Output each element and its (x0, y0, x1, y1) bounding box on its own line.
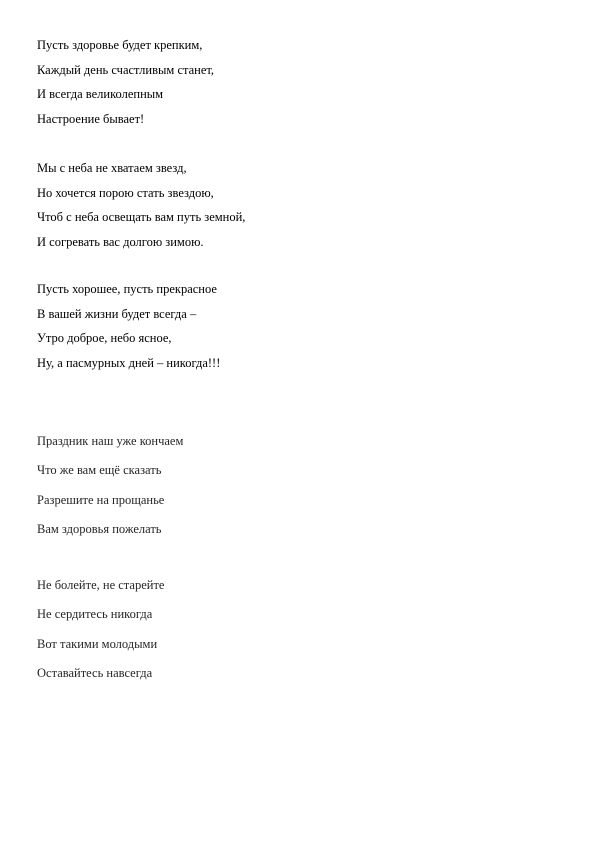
poem-line: Вам здоровья пожелать (37, 521, 162, 536)
poem-line: И согревать вас долгою зимою. (37, 234, 204, 249)
poem-line: Настроение бывает! (37, 111, 145, 126)
poem-line: Праздник наш уже кончаем (37, 434, 184, 448)
poem-line: Разрешите на прощанье (37, 492, 165, 507)
poem-line: Не сердитесь никогда (37, 607, 153, 622)
poem-1-stanza-1 (37, 38, 214, 136)
poem-1-stanza-2 (37, 161, 245, 259)
poem-line: Каждый день счастливым станет, (37, 62, 215, 77)
poem-line: Ну, а пасмурных дней – никогда!!! (37, 355, 221, 370)
poem-line: Не болейте, не старейте (37, 578, 165, 592)
poem-line: Пусть хорошее, пусть прекрасное (37, 282, 217, 296)
poem-2-stanza-2 (37, 578, 164, 695)
poem-line: В вашей жизни будет всегда – (37, 306, 197, 321)
poem-2-stanza-1 (37, 434, 183, 551)
poem-line: Оставайтесь навсегда (37, 665, 153, 680)
poem-line: Утро доброе, небо ясное, (37, 331, 172, 345)
poem-line: Вот такими молодыми (37, 636, 158, 651)
poem-line: Мы с неба не хватаем звезд, (37, 161, 187, 175)
poem-line: И всегда великолепным (37, 87, 164, 101)
poem-line: Пусть здоровье будет крепким, (37, 38, 203, 52)
poem-line: Но хочется порою стать звездою, (37, 185, 214, 200)
poem-1-stanza-3 (37, 282, 220, 380)
poem-line: Что же вам ещё сказать (37, 463, 162, 478)
poem-line: Чтоб с неба освещать вам путь земной, (37, 210, 246, 224)
